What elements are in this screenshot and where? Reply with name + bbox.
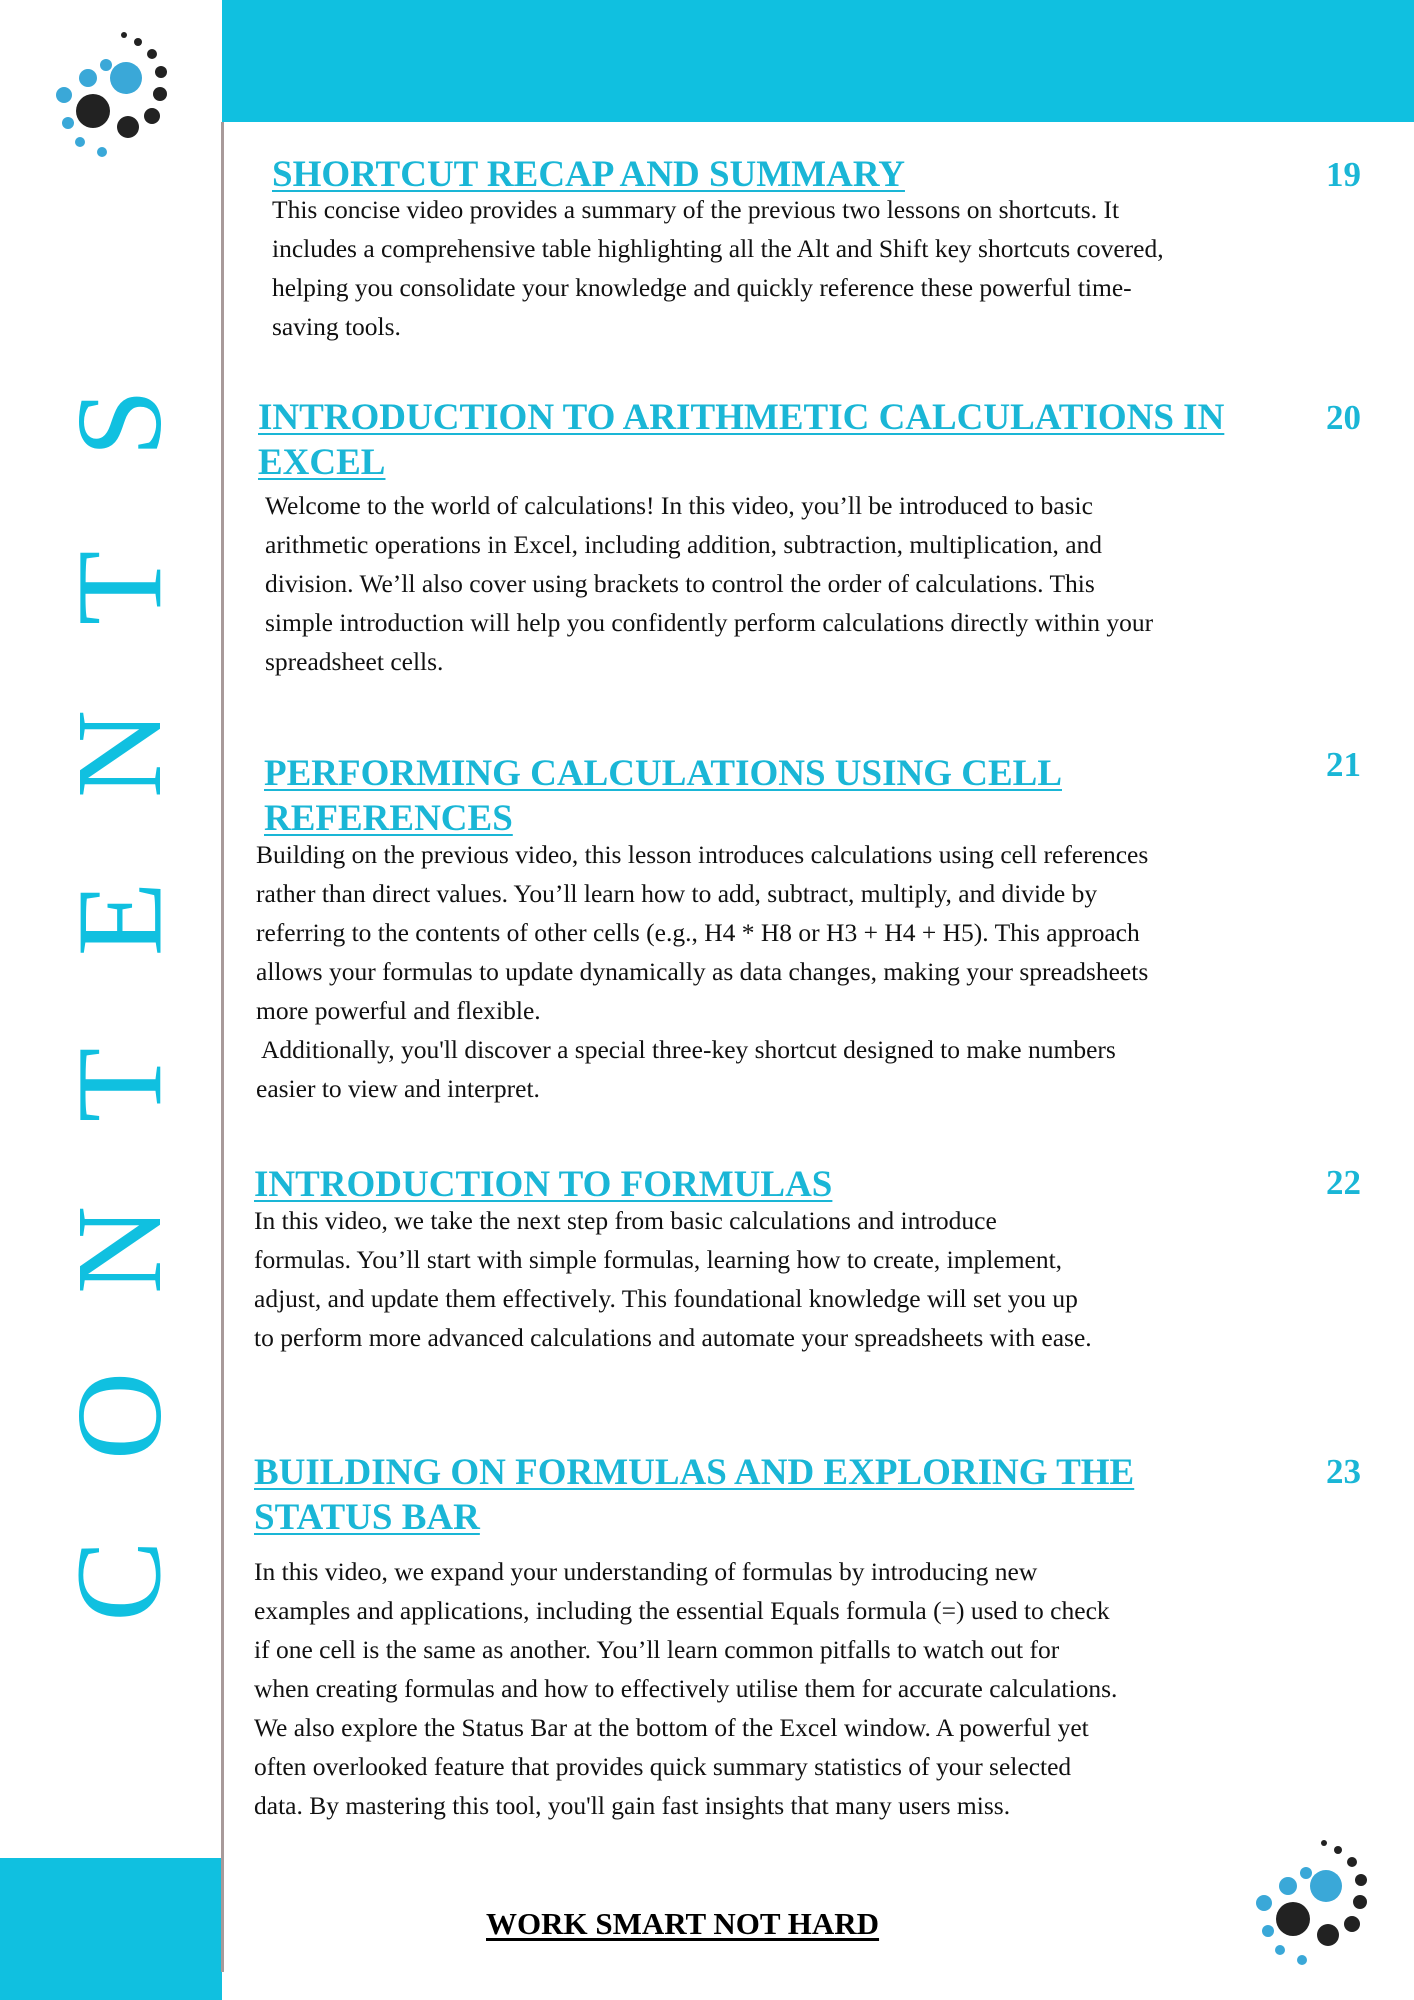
entry-title-link[interactable]: BUILDING ON FORMULAS AND EXPLORING THE STATUS BAR (254, 1452, 1135, 1538)
description-line: rather than direct values. You’ll learn how to add, subtract, multiply, and divide by (256, 879, 1098, 908)
description-line: data. By mastering this tool, you'll gain fast insights that many users miss. (254, 1791, 1011, 1820)
description-line: simple introduction will help you confidently perform calculations directly within your (265, 608, 1154, 637)
description-line: We also explore the Status Bar at the bottom of the Excel window. A powerful yet (254, 1713, 1089, 1742)
description-line: In this video, we expand your understanding of formulas by introducing new (254, 1557, 1038, 1586)
entry-description (272, 190, 1302, 346)
entry-description (254, 1552, 1314, 1825)
entry-title-link[interactable]: PERFORMING CALCULATIONS USING CELL REFERENCES (264, 753, 1062, 839)
toc-entry (258, 395, 1298, 681)
description-line: Additionally, you'll discover a special three-key shortcut designed to make numbers (256, 1035, 1116, 1064)
description-line: In this video, we take the next step from basic calculations and introduce (254, 1206, 997, 1235)
description-line: often overlooked feature that provides quick summary statistics of your selected (254, 1752, 1072, 1781)
entry-description (254, 1201, 1314, 1357)
top-accent-bar (222, 0, 1414, 122)
description-line: more powerful and flexible. (256, 996, 541, 1025)
entry-description (265, 486, 1298, 681)
page-number: 20 (1326, 398, 1361, 437)
description-line: if one cell is the same as another. You’ll learn common pitfalls to watch out for (254, 1635, 1060, 1664)
page-number: 19 (1326, 155, 1361, 194)
page-number: 22 (1326, 1163, 1361, 1202)
description-line: division. We’ll also cover using brackets to control the order of calculations. This (265, 569, 1095, 598)
page-number: 23 (1326, 1452, 1361, 1491)
entry-title-link[interactable]: INTRODUCTION TO FORMULAS (254, 1164, 833, 1205)
entry-title-link[interactable]: INTRODUCTION TO ARITHMETIC CALCULATIONS IN EXCEL (258, 397, 1225, 483)
contents-letter: T (52, 551, 187, 626)
entry-description (256, 835, 1316, 1108)
description-line: to perform more advanced calculations and automate your spreadsheets with ease. (254, 1323, 1092, 1352)
description-line: when creating formulas and how to effectively utilise them for accurate calculations. (254, 1674, 1118, 1703)
description-line: allows your formulas to update dynamically as data changes, making your spreadsheets (256, 957, 1149, 986)
description-line: examples and applications, including the essential Equals formula (=) used to check (254, 1596, 1110, 1625)
entry-title-link[interactable]: SHORTCUT RECAP AND SUMMARY (272, 154, 905, 195)
contents-letter: T (52, 1047, 187, 1122)
contents-letter: C (52, 1540, 187, 1622)
description-line: adjust, and update them effectively. This foundational knowledge will set you up (254, 1284, 1078, 1313)
bottom-accent-block (0, 1858, 222, 2000)
dots-logo-icon (1240, 1828, 1390, 1978)
description-line: referring to the contents of other cells (e.g., H4 * H8 or H3 + H4 + H5). This approach (256, 918, 1140, 947)
description-line: Welcome to the world of calculations! In this video, you’ll be introduced to basic (265, 491, 1093, 520)
contents-letter: N (51, 709, 187, 798)
description-line: helping you consolidate your knowledge and quickly reference these powerful time- (272, 273, 1132, 302)
toc-entry (254, 1162, 1314, 1357)
contents-heading (51, 362, 187, 1642)
toc-entry (272, 152, 1302, 346)
toc-entry (254, 1450, 1194, 1540)
contents-letter: O (51, 1371, 187, 1460)
description-line: spreadsheet cells. (265, 647, 444, 676)
description-line: includes a comprehensive table highlighting all the Alt and Shift key shortcuts covered, (272, 234, 1164, 263)
description-line: This concise video provides a summary of the previous two lessons on shortcuts. It (272, 195, 1120, 224)
description-line: Building on the previous video, this lesson introduces calculations using cell references (256, 840, 1149, 869)
page-number: 21 (1326, 745, 1361, 784)
contents-letter: S (51, 389, 187, 457)
description-line: easier to view and interpret. (256, 1074, 540, 1103)
contents-letter: N (51, 1206, 187, 1295)
sidebar-divider (221, 122, 224, 1972)
toc-entry (264, 751, 1094, 841)
contents-letter: E (52, 882, 187, 957)
description-line: saving tools. (272, 312, 401, 341)
description-line: arithmetic operations in Excel, including addition, subtraction, multiplication, and (265, 530, 1103, 559)
dots-logo-icon (40, 20, 190, 170)
footer-tagline: WORK SMART NOT HARD (486, 1906, 880, 1941)
description-line: formulas. You’ll start with simple formulas, learning how to create, implement, (254, 1245, 1063, 1274)
